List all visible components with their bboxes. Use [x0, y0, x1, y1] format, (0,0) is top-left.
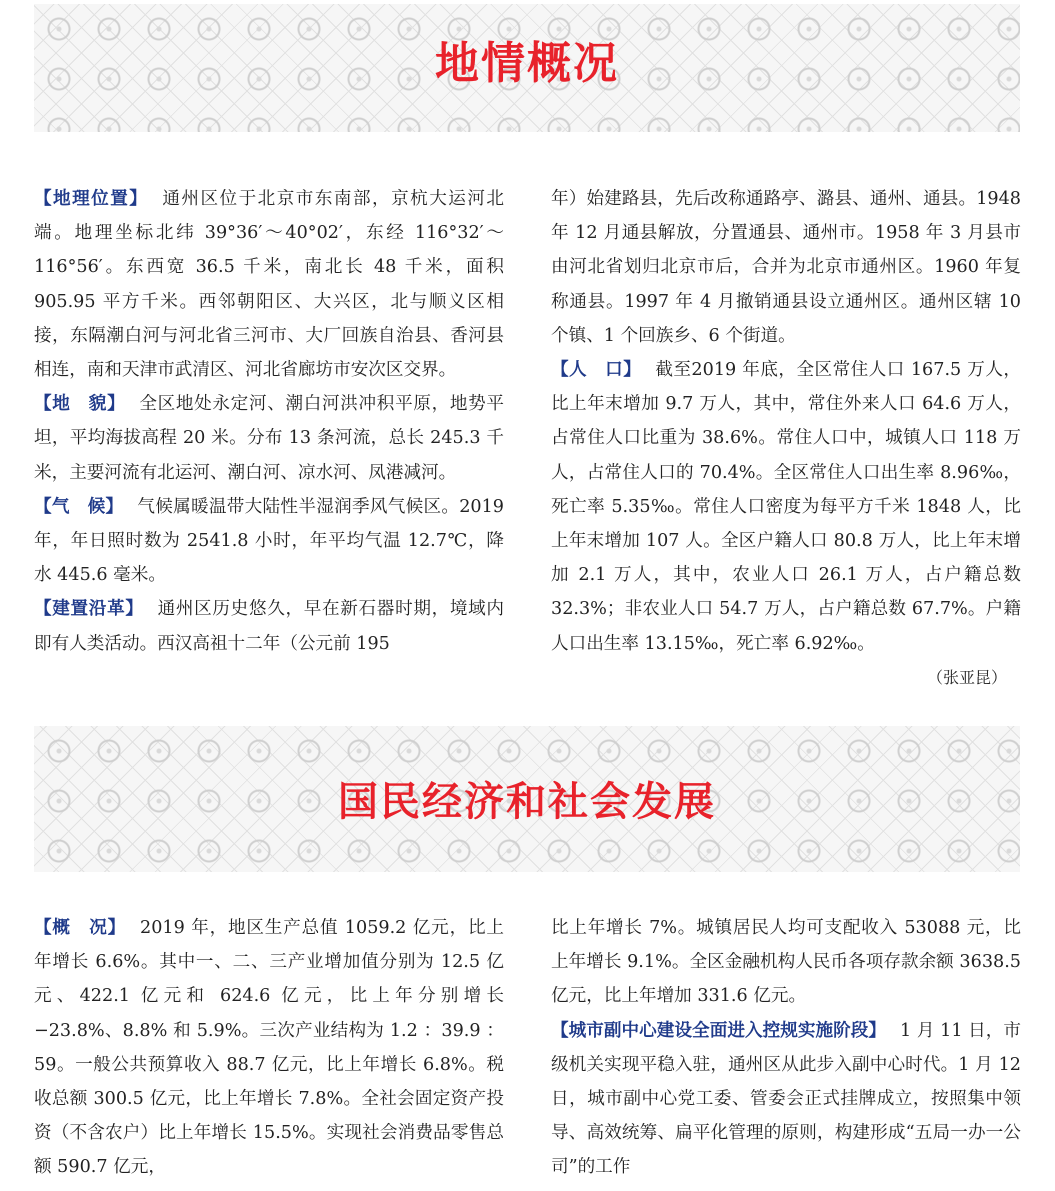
tag-population: 【人 口】: [551, 360, 642, 381]
tag-terrain: 【地 貌】: [34, 394, 126, 415]
section-banner-1: [34, 4, 1020, 132]
text-overview-end: 比上年增长 7%。城镇居民人均可支配收入 53088 元，比上年增长 9.1%。全区金融机构人民币各项存款余额 3638.5 亿元，比上年增加 331.6 亿元。: [551, 918, 1021, 1007]
paragraph-history: [34, 592, 504, 660]
text-history-start: 通州区历史悠久，早在新石器时期，境域内即有人类活动。西汉高祖十二年（公元前 195: [34, 599, 504, 654]
paragraph-terrain: [34, 387, 504, 490]
section-banner-2: [34, 726, 1020, 872]
paragraph-climate: [34, 490, 504, 593]
tag-subcenter: 【城市副中心建设全面进入控规实施阶段】: [551, 1020, 887, 1041]
text-climate: 气候属暖温带大陆性半湿润季风气候区。2019 年，年日照时数为 2541.8 小时，年平均气温 12.7℃，降水 445.6 毫米。: [34, 496, 504, 586]
text-terrain: 全区地处永定河、潮白河洪冲积平原，地势平坦，平均海拔高程 20 米。分布 13 条河流，总长 245.3 千米，主要河流有北运河、潮白河、凉水河、凤港减河。: [34, 394, 504, 483]
section-title-2: 国民经济和社会发展: [338, 779, 716, 825]
text-subcenter: 1 月 11 日，市级机关实现平稳入驻，通州区从此步入副中心时代。1 月 12 日，城市副中心党工委、管委会正式挂牌成立，按照集中领导、高效统筹、扁平化管理的原则，构建形成“五局一办一公司”的工作: [551, 1020, 1021, 1178]
text-column-2: [551, 182, 1021, 695]
paragraph-location: [34, 182, 504, 387]
author-signature: （张亚昆）: [926, 667, 1007, 687]
section-title-1: 地情概况: [435, 38, 619, 89]
paragraph-overview: [34, 911, 504, 1185]
paragraph-history-continued: [551, 182, 1021, 353]
text-location: 通州区位于北京市东南部，京杭大运河北端。地理坐标北纬 39°36′～40°02′，东经 116°32′～116°56′。东西宽 36.5 千米，南北长 48 千米，面积905.95 平方千米。西邻朝阳区、大兴区，北与顺义区相接，东隔潮白河与河北省三河市、大厂回族自治县、香河县相连，南和天津市武清区、河北省廊坊市安次区交界。: [34, 189, 504, 381]
text-column-1: [34, 182, 504, 661]
tag-overview: 【概 况】: [34, 918, 127, 938]
paragraph-subcenter: [551, 1014, 1021, 1185]
paragraph-population: [551, 353, 1021, 661]
text-population: 截至2019 年底，全区常住人口 167.5 万人，比上年末增加 9.7 万人，其中，常住外来人口 64.6 万人，占常住人口比重为 38.6%。常住人口中，城镇人口 118 万人，占常住人口的 70.4%。全区常住人口出生率 8.96‰，死亡率 5.35‰。常住人口密度为每平方千米 1848 人，比上年末增加 107 人。全区户籍人口 80.8 万人，比上年末增加 2.1 万人，其中，农业人口 26.1 万人，占户籍总数 32.3%；非农业人口 54.7 万人，占户籍总数 67.7%。户籍人口出生率 13.15‰，死亡率 6.92‰。: [551, 360, 1021, 654]
tag-location: 【地理位置】: [34, 189, 149, 209]
text-overview-start: 2019 年，地区生产总值 1059.2 亿元，比上年增长 6.6%。其中一、二、三产业增加值分别为 12.5 亿元、422.1 亿元和 624.6 亿元，比上年分别增长 −23.8%、8.8% 和 5.9%。三次产业结构为 1.2 ：39.9 ：59。一般公共预算收入 88.7 亿元，比上年增长 6.8%。税收总额 300.5 亿元，比上年增长 7.8%。全社会固定资产投资（不含农户）比上年增长 15.5%。实现社会消费品零售总额 590.7 亿元，: [34, 918, 504, 1178]
text-history-end: 年）始建路县，先后改称通路亭、潞县、通州、通县。1948 年 12 月通县解放，分置通县、通州市。1958 年 3 月县市由河北省划归北京市后，合并为北京市通州区。1960 年复称通县。1997 年 4 月撤销通县设立通州区。通州区辖 10 个镇、1 个回族乡、6 个街道。: [551, 189, 1021, 346]
text-column-3: [34, 911, 504, 1185]
paragraph-overview-continued: [551, 911, 1021, 1014]
tag-climate: 【气 候】: [34, 496, 124, 517]
text-column-4: [551, 911, 1021, 1185]
tag-history: 【建置沿革】: [34, 599, 144, 620]
